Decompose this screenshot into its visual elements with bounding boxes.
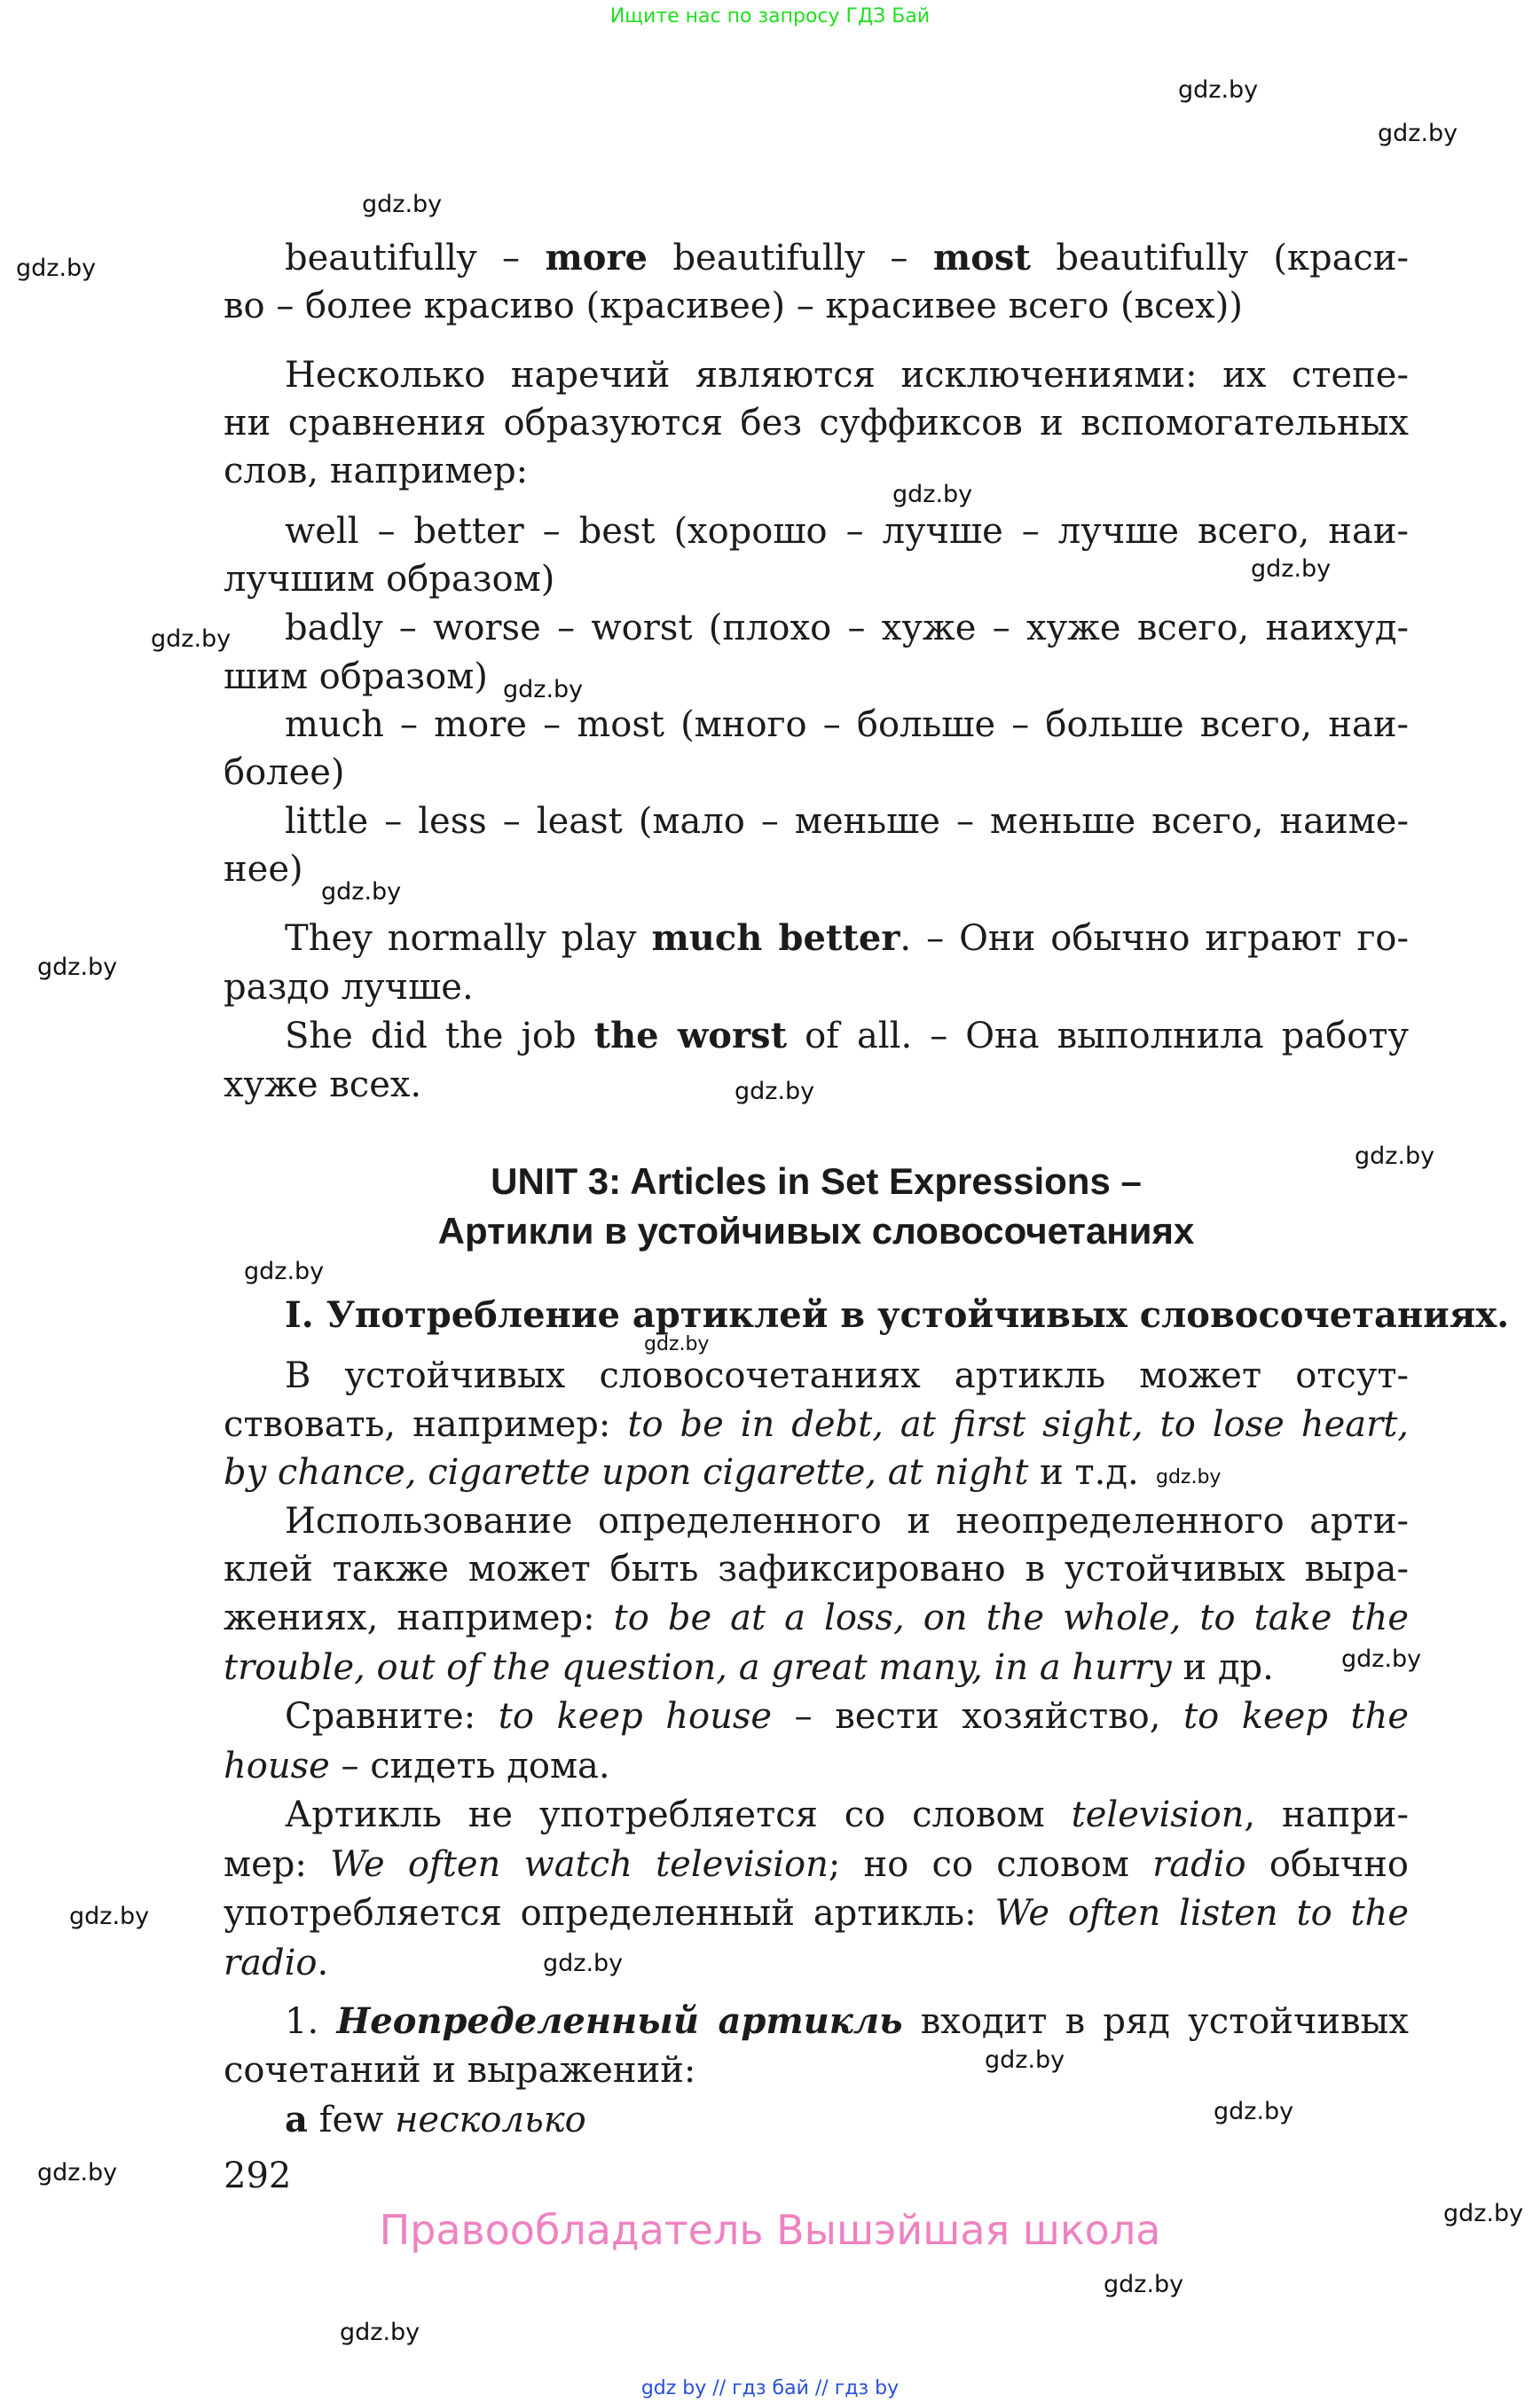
watermark: gdz.by [151,625,232,653]
watermark: gdz.by [644,1333,710,1355]
watermark: gdz.by [1341,1645,1422,1673]
text-line: во – более красиво (красивее) – красивее всего (всех)) [224,286,1243,326]
section-heading: I. Употребление артиклей в устойчивых словосочетаниях. [285,1294,1510,1336]
footer-links[interactable]: gdz by // гдз бай // гдз by [640,2377,900,2399]
text-line: Несколько наречий являются исключениями: их степе- [285,355,1409,396]
sentence-line: раздо лучше. [224,967,474,1008]
page-number: 292 [224,2156,292,2196]
watermark: gdz.by [543,1950,624,1977]
watermark: gdz.by [892,481,973,508]
watermark: gdz.by [1178,76,1259,104]
watermark: gdz.by [1214,2098,1294,2125]
example-line: более) [224,752,345,793]
text-line: by chance, cigarette upon cigarette, at night и т.д. [224,1452,1139,1493]
text-line: 1. Неопределенный артикль входит в ряд устойчивых [285,2000,1409,2042]
text-line: Использование определенного и неопределенного арти- [285,1501,1409,1542]
search-banner[interactable]: Ищите нас по запросу ГДЗ Бай [609,5,931,27]
text-line: В устойчивых словосочетаниях артикль может отсут- [285,1355,1409,1396]
watermark: gdz.by [503,676,584,703]
text-line: ни сравнения образуются без суффиксов и вспомогательных [224,403,1409,444]
text-line: Сравните: to keep house – вести хозяйство, to keep the [285,1696,1410,1737]
text-line: trouble, out of the question, a great many, in a hurry и др. [224,1647,1274,1688]
watermark: gdz.by [244,1258,325,1285]
text-line: house – сидеть дома. [224,1746,610,1787]
watermark: gdz.by [735,1078,815,1105]
example-line: much – more – most (много – больше – больше всего, наи- [285,704,1409,745]
watermark: gdz.by [69,1903,150,1930]
watermark: gdz.by [37,2159,118,2187]
example-line: little – less – least (мало – меньше – меньше всего, наиме- [285,801,1409,842]
example-line: шим образом) [224,656,488,697]
watermark: gdz.by [1443,2200,1524,2227]
watermark: gdz.by [1378,120,1458,147]
example-line: badly – worse – worst (плохо – хуже – хуже всего, наихуд- [285,608,1409,648]
unit-title-ru: Артикли в устойчивых словосочетаниях [437,1210,1195,1252]
example-line: лучшим образом) [224,559,555,600]
example-line: well – better – best (хорошо – лучше – лучше всего, наи- [285,511,1409,552]
text-line: ствовать, например: to be in debt, at first sight, to lose heart, [224,1404,1409,1445]
watermark: gdz.by [16,255,97,282]
text-line: жениях, например: to be at a loss, on the whole, to take the [224,1598,1409,1638]
example-line: нее) [224,849,303,890]
text-line: клей также может быть зафиксировано в устойчивых выра- [224,1549,1409,1590]
text-line: radio. [224,1943,329,1983]
text-line: сочетаний и выражений: [224,2050,696,2091]
expression-line: a few несколько [285,2099,586,2140]
text-line: употребляется определенный артикль: We often listen to the [224,1893,1409,1934]
watermark: gdz.by [1251,555,1332,583]
watermark: gdz.by [362,191,443,218]
text-line: слов, например: [224,451,529,491]
sentence-line: хуже всех. [224,1064,422,1105]
watermark: gdz.by [1156,1466,1222,1488]
copyright-notice: Правообладатель Вышэйшая школа [379,2206,1161,2254]
sentence-line: She did the job the worst of all. – Она выполнила работу [285,1015,1410,1056]
watermark: gdz.by [340,2319,420,2346]
watermark: gdz.by [37,954,118,981]
text-line: мер: We often watch television; но со словом radio обычно [224,1844,1410,1885]
unit-title-en: UNIT 3: Articles in Set Expressions – [491,1160,1142,1202]
watermark: gdz.by [985,2046,1065,2074]
watermark: gdz.by [321,878,402,906]
text-line: Артикль не употребляется со словом television, напри- [285,1794,1409,1835]
watermark: gdz.by [1355,1143,1435,1170]
text-line: beautifully – more beautifully – most beautifully (краси- [285,237,1409,279]
sentence-line: They normally play much better. – Они обычно играют го- [285,917,1409,959]
watermark: gdz.by [1104,2271,1184,2298]
